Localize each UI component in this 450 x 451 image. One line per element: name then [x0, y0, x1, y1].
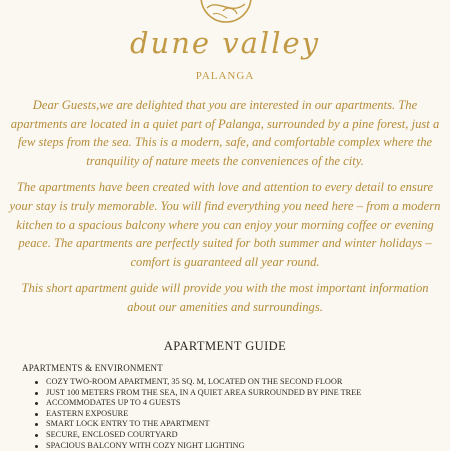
brand-name: dune valley — [129, 26, 321, 60]
intro-text — [8, 96, 442, 325]
intro-paragraph: The apartments have been created with love and attention to every detail to ensure your stay is truly memorable. You will find everything you need here – from a modern kitchen to a spacious balcony where you can enjoy your morning coffee or evening peace. The apartments are perfectly suited for both summer and winter holidays – comfort is guaranteed all year round. — [9, 180, 441, 269]
feature-list — [46, 377, 361, 451]
list-item: SPACIOUS BALCONY WITH COZY NIGHT LIGHTING — [46, 441, 361, 451]
intro-paragraph: Dear Guests,we are delighted that you are interested in our apartments. The apartments are located in a quiet part of Palanga, surrounded by a pine forest, just a few steps from the sea. This is a modern, safe, and comfortable complex where the tranquility of nature meets the conveniences of the city. — [10, 98, 440, 168]
list-item: EASTERN EXPOSURE — [46, 409, 361, 420]
sun-wave-logo-icon — [197, 0, 255, 24]
list-item: COZY TWO-ROOM APARTMENT, 35 SQ. M, LOCATED ON THE SECOND FLOOR — [46, 377, 361, 388]
list-item: JUST 100 METERS FROM THE SEA, IN A QUIET AREA SURROUNDED BY PINE TREE — [46, 387, 362, 397]
section-title: APARTMENTS & ENVIRONMENT — [22, 363, 163, 373]
guide-title: APARTMENT GUIDE — [163, 339, 287, 353]
intro-paragraph: This short apartment guide will provide you with the most important information about our amenities and surroundings. — [21, 281, 429, 314]
list-item: SECURE, ENCLOSED COURTYARD — [46, 430, 361, 441]
list-item: ACCOMMODATES UP TO 4 GUESTS — [46, 398, 361, 409]
list-item: SMART LOCK ENTRY TO THE APARTMENT — [46, 419, 361, 430]
brand-location: PALANGA — [195, 70, 255, 82]
